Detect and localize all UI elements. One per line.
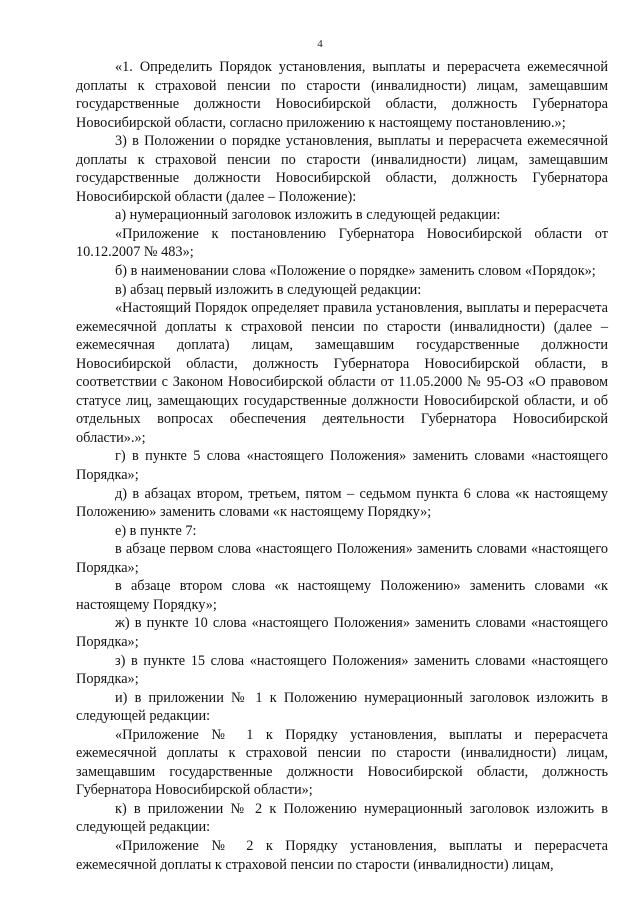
- paragraph-subitem-k: к) в приложении № 2 к Положению нумерационный заголовок изложить в следующей редакции:: [76, 800, 608, 836]
- paragraph-subitem-a: а) нумерационный заголовок изложить в следующей редакции:: [115, 207, 501, 224]
- paragraph-item-3: 3) в Положении о порядке установления, выплаты и перерасчета ежемесячной доплаты к страховой пенсии по старости (инвалидности) лицам, замещавшим государственные должности Новосибирской области, должность Губернатора Новосибирской области (далее – Положение):: [76, 133, 608, 205]
- paragraph-subitem-z: з) в пункте 15 слова «настоящего Положения» заменить словами «настоящего Порядка»;: [76, 652, 608, 688]
- paragraph-subitem-d: д) в абзацах втором, третьем, пятом – седьмом пункта 6 слова «к настоящему Положению» заменить словами «к настоящему Порядку»;: [76, 485, 608, 521]
- document-body: [76, 58, 608, 874]
- paragraph-subitem-g: г) в пункте 5 слова «настоящего Положения» заменить словами «настоящего Порядка»;: [76, 448, 608, 484]
- paragraph-subitem-v: в) абзац первый изложить в следующей редакции:: [115, 281, 422, 298]
- paragraph-subitem-zh: ж) в пункте 10 слова «настоящего Положения» заменить словами «настоящего Порядка»;: [76, 615, 608, 650]
- paragraph-subitem-e-second: в абзаце втором слова «к настоящему Положению» заменить словами «к настоящему Порядку»;: [76, 578, 608, 613]
- page-number: 4: [317, 38, 323, 50]
- paragraph-subitem-e-first: в абзаце первом слова «настоящего Положения» заменить словами «настоящего Порядка»;: [76, 541, 608, 576]
- paragraph-heading-text: «Приложение к постановлению Губернатора Новосибирской области от 10.12.2007 № 483»;: [76, 225, 608, 261]
- paragraph-subitem-i: и) в приложении № 1 к Положению нумерационный заголовок изложить в следующей редакции:: [76, 689, 608, 725]
- paragraph-appendix-1-heading: «Приложение № 1 к Порядку установления, выплаты и перерасчета ежемесячной доплаты к страховой пенсии по старости (инвалидности) лицам, замещавшим государственные должности Новосибирской области, должность Губернатора Новосибирской области»;: [76, 726, 608, 799]
- paragraph-preamble-text: «Настоящий Порядок определяет правила установления, выплаты и перерасчета ежемесячной доплаты к страховой пенсии по старости (инвалидности) (далее – ежемесячная доплата) лицам, замещавшим государственные должности Новосибирской области, должность Губернатора Новосибирской области, в соответствии с Законом Новосибирской области от 11.05.2000 № 95-ОЗ «О правовом статусе лиц, замещающих государственные должности Новосибирской области, и об отдельных вопросах обеспечения деятельности Губернатора Новосибирской области».»;: [76, 300, 608, 446]
- paragraph-subitem-e: е) в пункте 7:: [115, 522, 197, 539]
- paragraph-subitem-b: б) в наименовании слова «Положение о порядке» заменить словом «Порядок»;: [115, 263, 596, 280]
- paragraph-appendix-2-heading: «Приложение № 2 к Порядку установления, выплаты и перерасчета ежемесячной доплаты к страховой пенсии по старости (инвалидности) лицам,: [76, 837, 608, 873]
- paragraph-point-1-text: «1. Определить Порядок установления, выплаты и перерасчета ежемесячной доплаты к страховой пенсии по старости (инвалидности) лицам, замещавшим государственные должности Новосибирской области, должность Губернатора Новосибирской области, согласно приложению к настоящему постановлению.»;: [76, 59, 608, 131]
